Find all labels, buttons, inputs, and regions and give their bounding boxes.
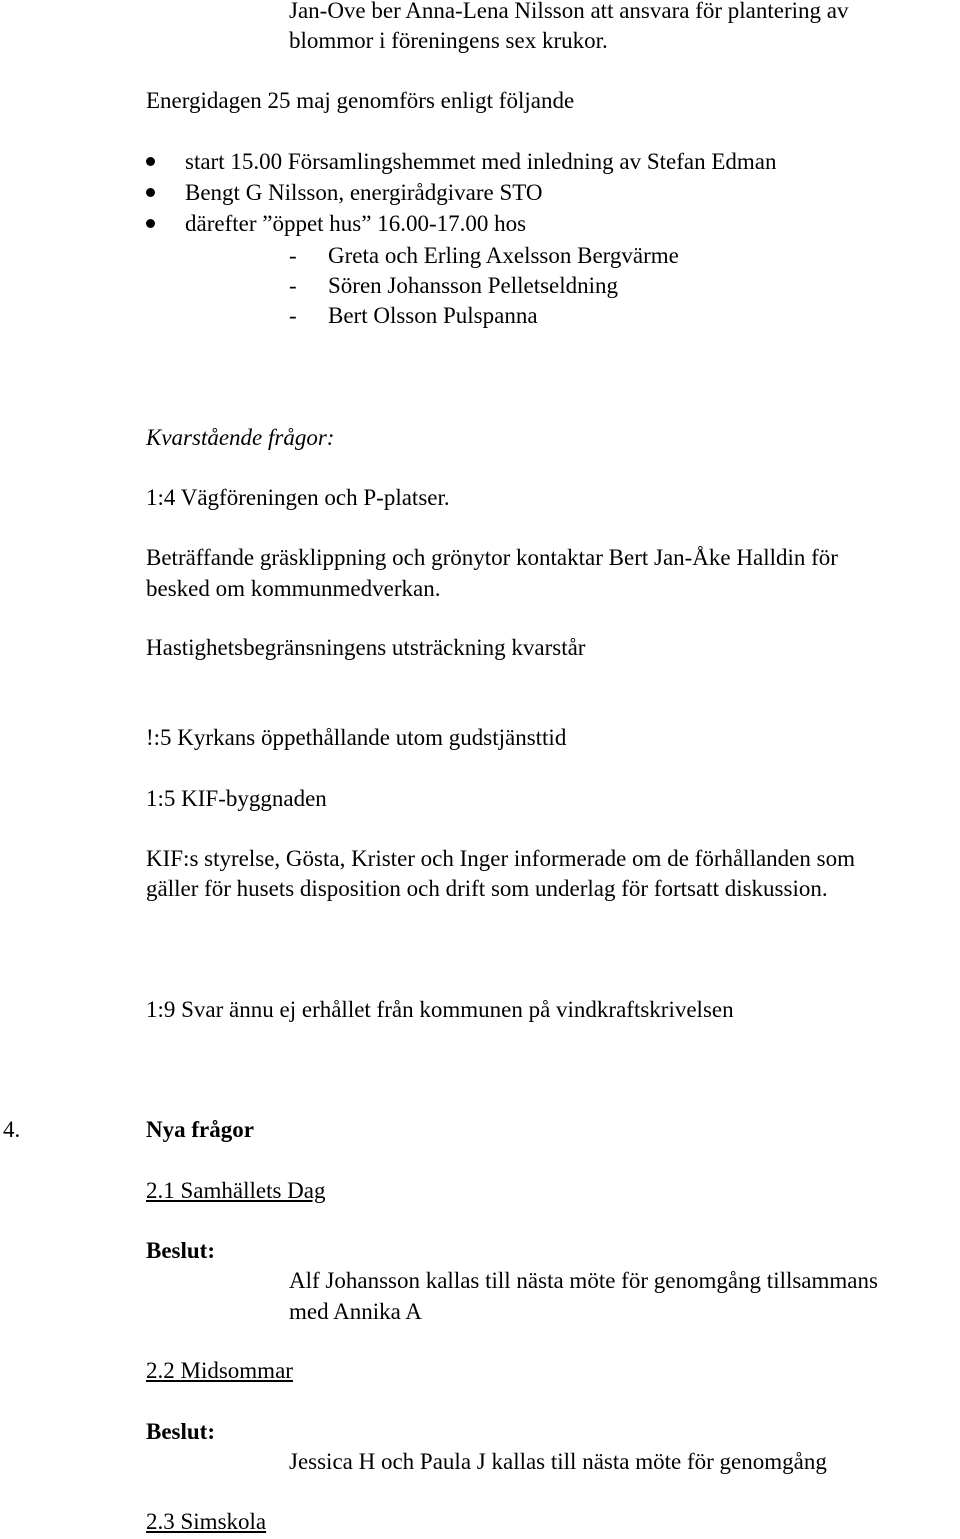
kif-heading: 1:5 KIF-byggnaden: [146, 786, 327, 811]
decision-text-line-1: Jessica H och Paula J kallas till nästa möte för genomgång: [289, 1449, 827, 1474]
item-2-3-heading: 2.3 Simskola: [146, 1509, 267, 1534]
bullet-icon: [146, 219, 155, 228]
bullet-item-2: Bengt G Nilsson, energirådgivare STO: [185, 180, 543, 205]
bullet-item-1: start 15.00 Församlingshemmet med inledning av Stefan Edman: [185, 149, 777, 174]
decision-text-line-1: Alf Johansson kallas till nästa möte för genomgång tillsammans: [289, 1268, 878, 1293]
church-item: !:5 Kyrkans öppethållande utom gudstjänsttid: [146, 725, 567, 750]
speed-limit-text: Hastighetsbegränsningens utsträckning kvarstår: [146, 635, 586, 660]
kif-line-1: KIF:s styrelse, Gösta, Krister och Inger informerade om de förhållanden som: [146, 846, 855, 871]
decision-label: Beslut:: [146, 1238, 215, 1263]
remaining-heading: Kvarstående frågor:: [146, 425, 335, 450]
dash-item-1: Greta och Erling Axelsson Bergvärme: [328, 243, 679, 268]
bullet-item-3: därefter ”öppet hus” 16.00-17.00 hos: [185, 211, 527, 236]
intro-line-1: Jan-Ove ber Anna-Lena Nilsson att ansvara för plantering av: [289, 0, 849, 23]
dash-marker: -: [289, 243, 297, 268]
grass-line-2: besked om kommunmedverkan.: [146, 576, 441, 601]
item-1-4: 1:4 Vägföreningen och P-platser.: [146, 485, 450, 510]
decision-text-line-2: med Annika A: [289, 1299, 422, 1324]
bullet-icon: [146, 157, 155, 166]
energy-day-heading: Energidagen 25 maj genomförs enligt följande: [146, 88, 575, 113]
item-2-1-heading: 2.1 Samhällets Dag: [146, 1178, 326, 1203]
dash-marker: -: [289, 273, 297, 298]
section-title: Nya frågor: [146, 1117, 254, 1142]
kif-line-2: gäller för husets disposition och drift som underlag för fortsatt diskussion.: [146, 876, 828, 901]
section-number: 4.: [3, 1117, 21, 1142]
decision-label: Beslut:: [146, 1419, 215, 1444]
item-2-2-heading: 2.2 Midsommar: [146, 1358, 293, 1383]
dash-item-2: Sören Johansson Pelletseldning: [328, 273, 619, 298]
dash-marker: -: [289, 303, 297, 328]
wind-power-item: 1:9 Svar ännu ej erhållet från kommunen på vindkraftskrivelsen: [146, 997, 734, 1022]
bullet-icon: [146, 188, 155, 197]
dash-item-3: Bert Olsson Pulspanna: [328, 303, 538, 328]
intro-line-2: blommor i föreningens sex krukor.: [289, 28, 608, 53]
grass-line-1: Beträffande gräsklippning och grönytor kontaktar Bert Jan-Åke Halldin för: [146, 545, 838, 570]
